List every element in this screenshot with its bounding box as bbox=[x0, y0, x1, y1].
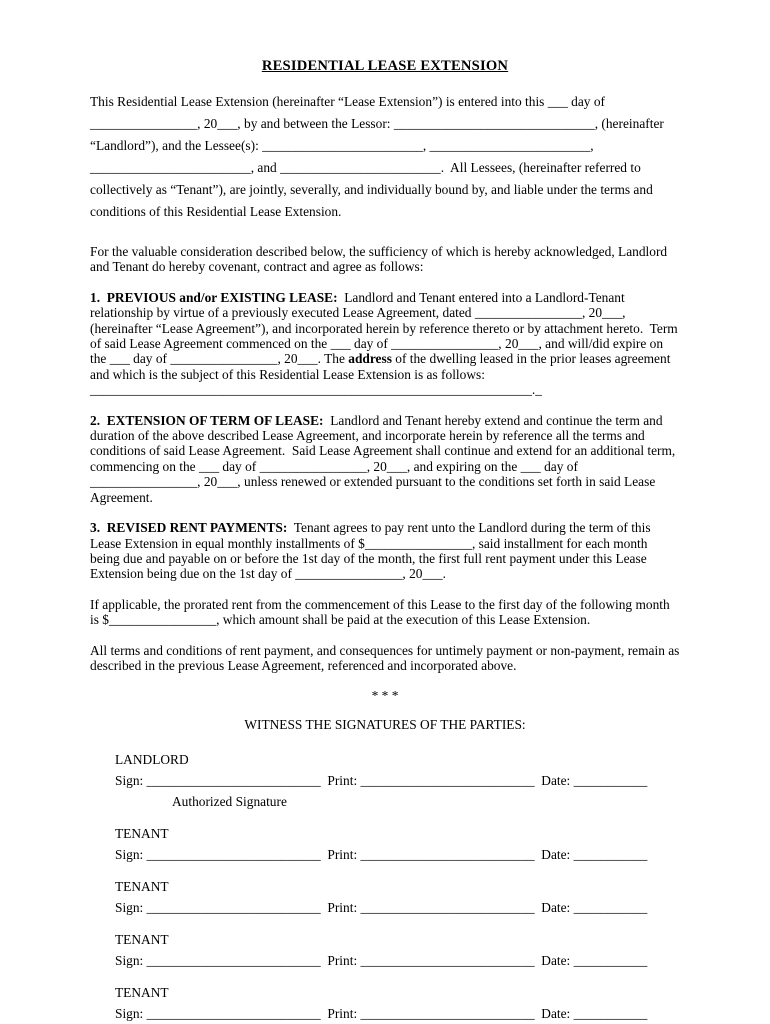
consideration-paragraph: For the valuable consideration described below, the sufficiency of which is hereby acknowledged, Landlord and Tenant do hereby covenant, contract and agree as follows: bbox=[90, 244, 671, 275]
intro-paragraph: This Residential Lease Extension (hereinafter “Lease Extension”) is entered into this ___ day of ________________, 20___, by and between the Lessor: ______________________________, (hereinafter “Landlord”), and the Lessee(s): ________________________, ________________________, ________________________, and ________________________. All Lessees, (hereinafter referred to collectively as “Tenant”), are jointly, severally, and individually bound by, and liable under the terms and conditions of this Residential Lease Extension. bbox=[90, 94, 668, 219]
signature-line-tenant-1: Sign: __________________________ Print: __________________________ Date: ___________ bbox=[115, 847, 648, 863]
signature-line-tenant-4: Sign: __________________________ Print: __________________________ Date: ___________ bbox=[115, 1006, 648, 1022]
signature-block-tenant-3 bbox=[115, 929, 680, 971]
signature-block-tenant-1 bbox=[115, 823, 680, 865]
prorated-rent-paragraph: If applicable, the prorated rent from the commencement of this Lease to the first day of the following month is $________________, which amount shall be paid at the execution of this Lease Extension. bbox=[90, 596, 674, 628]
signature-area bbox=[115, 749, 680, 1024]
section-1-heading: 1. PREVIOUS and/or EXISTING LEASE: bbox=[90, 289, 338, 305]
signature-line-tenant-3: Sign: __________________________ Print: __________________________ Date: ___________ bbox=[115, 953, 648, 969]
witness-heading: WITNESS THE SIGNATURES OF THE PARTIES: bbox=[244, 717, 526, 733]
section-revised-rent bbox=[90, 520, 680, 582]
signature-block-tenant-2 bbox=[115, 876, 680, 918]
signature-line-tenant-2: Sign: __________________________ Print: __________________________ Date: ___________ bbox=[115, 900, 648, 916]
authorized-signature-note: Authorized Signature bbox=[172, 794, 287, 810]
section-previous-lease bbox=[90, 290, 680, 398]
section-1-body-a: Landlord and Tenant entered into a Landlord-Tenant relationship by virtue of a previously executed Lease Agreement, dated ________________, 20___, (hereinafter “Lease Agreement”), and incorporated herein by reference thereto or by attachment hereto. Term of said Lease Agreement commenced on the ___ day of ________________, 20___, and will/did expire on the ___ day of ________________, 20___. The bbox=[90, 289, 682, 367]
section-3-heading: 3. REVISED RENT PAYMENTS: bbox=[90, 520, 288, 536]
stars-separator: * * * bbox=[371, 688, 399, 704]
section-2-body: Landlord and Tenant hereby extend and continue the term and duration of the above described Lease Agreement, and incorporate herein by reference all the terms and conditions of said Lease Agreement. Said Lease Agreement shall continue and extend for an additional term, commencing on the ___ day of ________________, 20___, and expiring on the ___ day of ________________, 20___, unless renewed or extended pursuant to the conditions set forth in said Lease Agreement. bbox=[90, 412, 679, 505]
section-1-bold-word: address bbox=[348, 351, 392, 367]
party-label-tenant-3: TENANT bbox=[115, 932, 169, 948]
section-1-body-b: of the dwelling leased in the prior leases agreement and which is the subject of this Residential Lease Extension is as follows: __________________________________________________________________._ bbox=[90, 351, 674, 398]
section-extension-of-term bbox=[90, 413, 680, 505]
terms-conditions-paragraph: All terms and conditions of rent payment, and consequences for untimely payment or non-payment, remain as described in the previous Lease Agreement, referenced and incorporated above. bbox=[90, 642, 683, 673]
signature-line-landlord: Sign: __________________________ Print: __________________________ Date: ___________ bbox=[115, 773, 648, 789]
party-label-tenant-1: TENANT bbox=[115, 826, 169, 842]
document-title: RESIDENTIAL LEASE EXTENSION bbox=[261, 58, 509, 74]
party-label-landlord: LANDLORD bbox=[115, 752, 189, 768]
section-3-body: Tenant agrees to pay rent unto the Landlord during the term of this Lease Extension in equal monthly installments of $________________, said installment for each month being due and payable on or before the 1st day of the month, the first full rent payment under this Lease Extension being due on the 1st day of ________________, 20___. bbox=[90, 520, 654, 582]
party-label-tenant-4: TENANT bbox=[115, 985, 169, 1001]
signature-block-landlord bbox=[115, 749, 680, 812]
party-label-tenant-2: TENANT bbox=[115, 879, 169, 895]
section-2-heading: 2. EXTENSION OF TERM OF LEASE: bbox=[90, 412, 324, 428]
signature-block-tenant-4 bbox=[115, 982, 680, 1024]
